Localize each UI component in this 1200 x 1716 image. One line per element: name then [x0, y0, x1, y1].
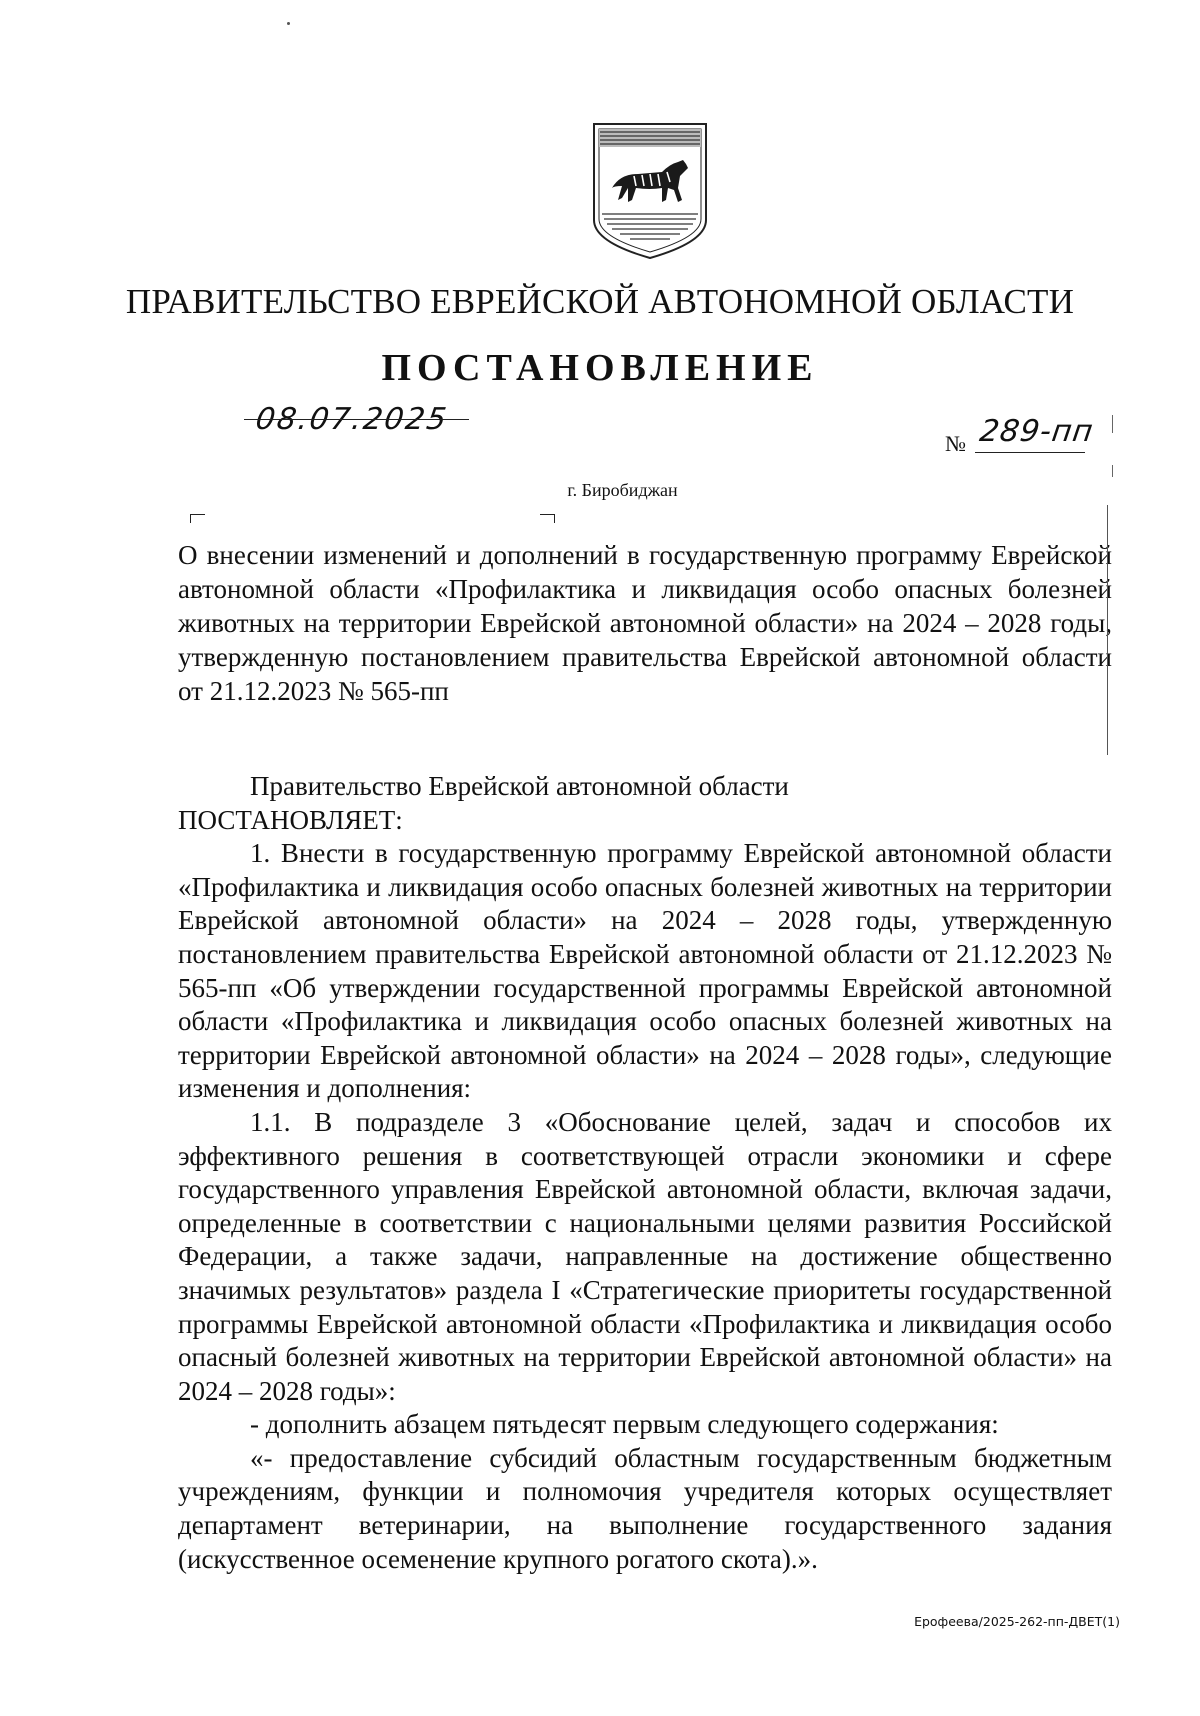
document-body	[178, 770, 1112, 1576]
date-underline	[244, 419, 469, 420]
issuer-line: Правительство Еврейской автономной области	[250, 771, 789, 801]
document-type-title: ПОСТАНОВЛЕНИЕ	[381, 347, 819, 389]
addition-text: «- предоставление субсидий областным государственным бюджетным учреждениям, функции и полномочия учредителя которых осуществляет департамент ветеринарии, на выполнение государственного задания (искусственное осеменение крупного рогатого скота).».	[178, 1442, 1112, 1574]
subject-bracket-left	[190, 514, 205, 523]
subject-bracket-right	[540, 514, 555, 523]
margin-tick	[1112, 415, 1113, 433]
government-name: ПРАВИТЕЛЬСТВО ЕВРЕЙСКОЙ АВТОНОМНОЙ ОБЛАСТИ	[125, 282, 1075, 321]
scan-speck	[287, 22, 290, 25]
document-subject: О внесении изменений и дополнений в государственную программу Еврейской автономной области «Профилактика и ликвидация особо опасных болезней животных на территории Еврейской автономной области» на 2024 – 2028 годы, утвержденную постановлением правительства Еврейской автономной области от 21.12.2023 № 565-пп	[178, 540, 1112, 706]
number-underline	[975, 452, 1085, 453]
scan-margin-line	[1107, 505, 1108, 755]
resolves-line: ПОСТАНОВЛЯЕТ:	[178, 804, 403, 835]
handwritten-number: 289-пп	[977, 414, 1096, 449]
margin-tick	[1112, 465, 1113, 477]
number-sign: №	[945, 431, 966, 456]
addition-intro: - дополнить абзацем пятьдесят первым следующего содержания:	[250, 1409, 999, 1440]
item-1: 1. Внести в государственную программу Еврейской автономной области «Профилактика и ликвидация особо опасных болезней животных на территории Еврейской автономной области» на 2024 – 2028 годы, утвержденную постановлением правительства Еврейской автономной области от 21.12.2023 № 565-пп «Об утверждении государственной программы Еврейской автономной области «Профилактика и ликвидация особо опасных болезней животных на территории Еврейской автономной области» на 2024 – 2028 годы», следующие изменения и дополнения:	[178, 838, 1112, 1104]
city-name: г. Биробиджан	[567, 480, 678, 500]
tiger-coat-of-arms-icon	[590, 120, 710, 262]
handwritten-date: 08.07.2025	[253, 402, 451, 437]
executor-code: Ерофеева/2025-262-пп-ДВЕТ(1)	[914, 1614, 1120, 1629]
item-1-1: 1.1. В подразделе 3 «Обоснование целей, задач и способов их эффективного решения в соответствующей отрасли экономики и сфере государственного управления Еврейской автономной области, включая задачи, определенные в соответствии с национальными целями развития Российской Федерации, а также задачи, направленные на достижение общественно значимых результатов» раздела I «Стратегические приоритеты государственной программы Еврейской автономной области «Профилактика и ликвидация особо опасный болезней животных на территории Еврейской автономной области» на 2024 – 2028 годы»:	[178, 1106, 1112, 1406]
